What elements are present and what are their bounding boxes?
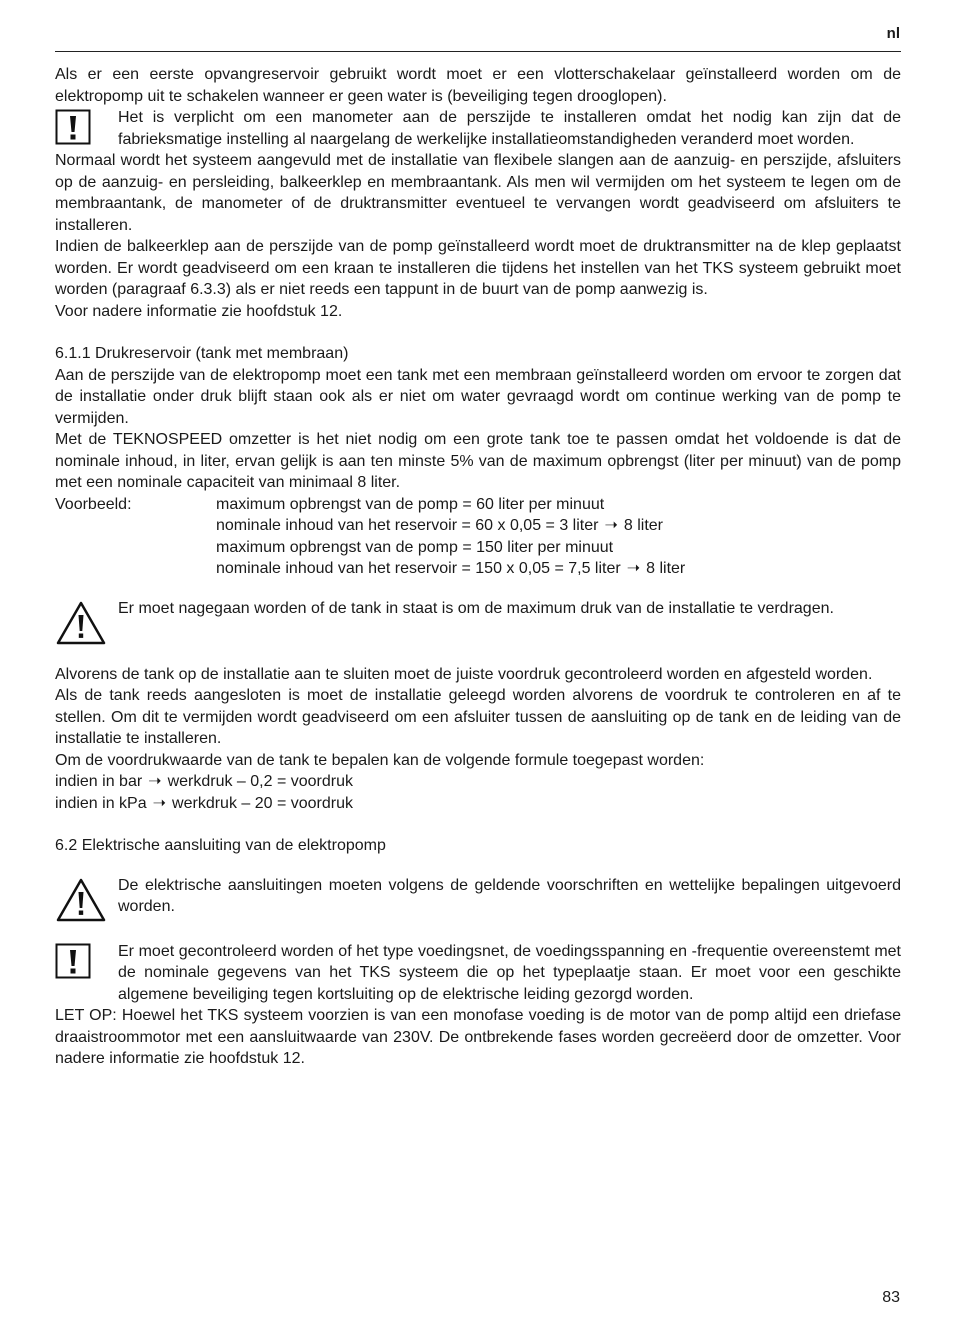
paragraph: Alvorens de tank op de installatie aan te sluiten moet de juiste voordruk gecontroleerd worden en afgesteld worden. — [55, 665, 873, 683]
right-arrow-icon: ➝ — [148, 773, 162, 790]
paragraph: Met de TEKNOSPEED omzetter is het niet nodig om een grote tank toe te passen omdat het voldoende is dat de nominale inhoud, in liter, ervan gelijk is aan ten minste 5% van de maximum opbrengst (liter per minuut) van de pomp met een nominale capaciteit van minimaal 8 liter. — [55, 431, 901, 491]
note-text: Het is verplicht om een manometer aan de perszijde te installeren omdat het nodig kan zijn dat de fabrieksmatige instelling al naargelang de werkelijke installatieomstandigheden veranderd moet worden. — [118, 109, 901, 148]
example-line: maximum opbrengst van de pomp = 150 liter per minuut — [216, 538, 614, 556]
section-heading: 6.1.1 Drukreservoir (tank met membraan) — [55, 345, 349, 362]
paragraph: LET OP: Hoewel het TKS systeem voorzien is van een monofase voeding is de motor van de pomp altijd een driefase draaistroommotor met een aansluitwaarde van 230V. De ontbrekende fases worden gecreëerd door de omzetter. Voor nadere informatie zie hoofdstuk 12. — [55, 1007, 901, 1067]
paragraph: Voor nadere informatie zie hoofdstuk 12. — [55, 302, 343, 320]
page-content — [55, 64, 901, 1070]
note-block — [55, 107, 901, 150]
right-arrow-icon: ➝ — [626, 560, 641, 577]
paragraph: Aan de perszijde van de elektropomp moet een tank met een membraan geïnstalleerd worden om ervoor te zorgen dat de installatie onder druk blijft staan ook als er niet om water gevraagd wordt om continue werking van de pomp te vermijden. — [55, 366, 901, 427]
formula-line: indien in bar ➝ werkdruk – 0,2 = voordruk — [55, 771, 901, 793]
example-line: nominale inhoud van het reservoir = 150 x 0,05 = 7,5 liter ➝ 8 liter — [216, 558, 901, 580]
example-line: maximum opbrengst van de pomp = 60 liter per minuut — [216, 495, 605, 513]
paragraph: Normaal wordt het systeem aangevuld met de installatie van flexibele slangen aan de aanzuig- en perszijde, afsluiters op de aanzuig- en persleiding, balkeerklep en membraantank. Als men wil vermijden om het systeem te legen om de membraantank, de manometer of de druktransmitter eventueel te vervangen wordt geadviseerd om afsluiters te installeren. — [55, 152, 901, 234]
paragraph: Om de voordrukwaarde van de tank te bepalen kan de volgende formule toegepast worden: — [55, 751, 705, 769]
right-arrow-icon: ➝ — [152, 794, 167, 812]
section-heading: 6.2 Elektrische aansluiting van de elektropomp — [55, 837, 386, 854]
paragraph: Als er een eerste opvangreservoir gebruikt wordt moet er een vlotterschakelaar geïnstalleerd worden om de elektropomp uit te schakelen wanneer er geen water is (beveiliging tegen drooglopen). — [55, 66, 901, 105]
header-rule — [55, 51, 901, 52]
warning-text: De elektrische aansluitingen moeten volgens de geldende voorschriften en wettelijke bepalingen uitgevoerd worden. — [118, 876, 901, 915]
exclamation-box-icon — [55, 109, 91, 145]
note-text: Er moet gecontroleerd worden of het type voedingsnet, de voedingsspanning en -frequentie overeenstemt met de nominale gegevens van het TKS systeem die op het typeplaatje staan. Er moet voor een geschikte algemene beveiliging tegen kortsluiting op de elektrische leiding gezorgd worden. — [118, 942, 901, 1003]
paragraph: Als de tank reeds aangesloten is moet de installatie geleegd worden alvorens de voordruk te controleren en af te stellen. Om dit te vermijden wordt geadviseerd om een afsluiter tussen de aansluiting op de tank en de leiding van de installatie te installeren. — [55, 687, 901, 747]
page-number: 83 — [882, 1289, 900, 1306]
warning-text: Er moet nagegaan worden of de tank in staat is om de maximum druk van de installatie te verdragen. — [118, 599, 834, 617]
warning-block — [55, 598, 901, 646]
note-block — [55, 941, 901, 1006]
exclamation-box-icon — [55, 943, 91, 979]
example-block — [55, 494, 901, 580]
paragraph: Indien de balkeerklep aan de perszijde van de pomp geïnstalleerd wordt moet de druktransmitter na de klep geplaatst worden. Er wordt geadviseerd om een kraan te installeren die tijdens het instellen van het TKS systeem gebruikt moet worden (paragraaf 6.3.3) als er niet reeds een tappunt in de buurt van de pomp aanwezig is. — [55, 238, 901, 298]
warning-block — [55, 875, 901, 923]
right-arrow-icon: ➝ — [604, 517, 618, 534]
formula-line: indien in kPa ➝ werkdruk – 20 = voordruk — [55, 793, 901, 815]
example-line: nominale inhoud van het reservoir = 60 x 0,05 = 3 liter ➝ 8 liter — [216, 515, 901, 537]
warning-triangle-icon — [55, 877, 107, 923]
language-label: nl — [886, 25, 900, 42]
example-label: Voorbeeld: — [55, 495, 132, 513]
warning-triangle-icon — [55, 600, 107, 646]
